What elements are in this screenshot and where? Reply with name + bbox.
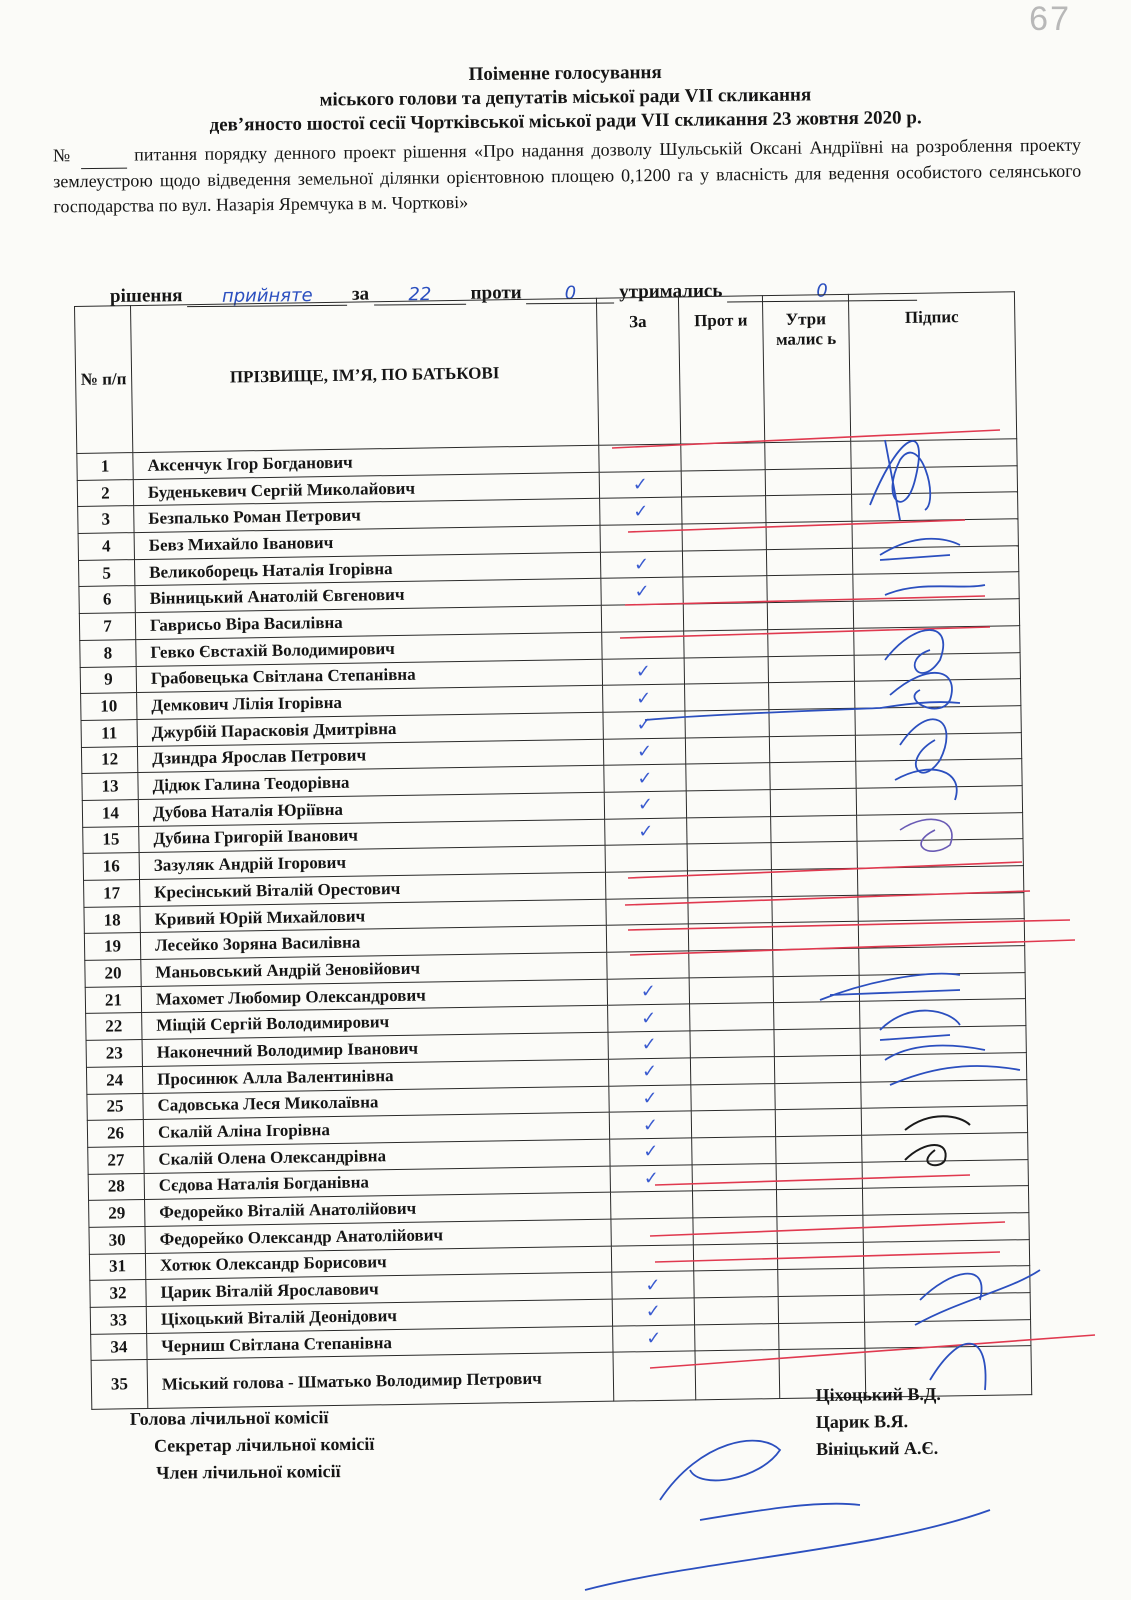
row-number: 10 — [81, 693, 137, 721]
signature-cell — [859, 972, 1025, 1001]
deputy-name: Грабовецька Світлана Степанівна — [136, 659, 602, 693]
deputy-name: Маньовський Андрій Зеновійович — [141, 952, 607, 986]
signature-cell — [860, 1026, 1026, 1055]
vote-against-cell — [689, 950, 773, 978]
deputy-name: Гевко Євстахій Володимирович — [136, 632, 602, 666]
vote-abstain-cell — [778, 1269, 864, 1297]
row-number: 1 — [77, 453, 133, 481]
signature-cell — [856, 786, 1022, 815]
vote-for-cell — [611, 1245, 693, 1273]
deputy-name: Махомет Любомир Олександрович — [141, 979, 607, 1013]
vote-for-cell: ✓ — [607, 978, 689, 1006]
row-number: 18 — [84, 906, 140, 934]
row-number: 8 — [80, 639, 136, 667]
vote-against-cell — [683, 603, 767, 631]
row-number: 4 — [78, 533, 134, 561]
deputy-name: Дубина Григорій Іванович — [139, 819, 605, 853]
vote-for-cell: ✓ — [610, 1138, 692, 1166]
decision-label: рішення — [109, 285, 183, 307]
signature-cell — [864, 1266, 1030, 1295]
question-number-blank — [81, 143, 127, 169]
deputy-name: Ціхоцький Віталій Деонідович — [146, 1299, 612, 1333]
deputy-name: Лесейко Зоряна Василівна — [140, 926, 606, 960]
row-number: 7 — [79, 613, 135, 641]
vote-against-cell — [693, 1217, 777, 1245]
vote-against-cell — [693, 1243, 777, 1271]
signature-cell — [864, 1293, 1030, 1322]
vote-for-cell: ✓ — [612, 1271, 694, 1299]
footer-signature-2 — [700, 1504, 860, 1520]
signature-cell — [863, 1239, 1029, 1268]
vote-abstain-cell — [778, 1295, 864, 1323]
signature-cell — [854, 652, 1020, 681]
signature-cell — [858, 892, 1024, 921]
deputy-name: Вінницький Анатолій Євгенович — [135, 579, 601, 613]
signature-cell — [857, 839, 1023, 868]
document-subtitle: міського голови та депутатів міської ради VІІ скликання — [319, 84, 812, 111]
vote-against-cell — [690, 1030, 774, 1058]
signature-cell — [858, 919, 1024, 948]
vote-abstain-cell — [768, 655, 854, 683]
name-secretary: Царик В.Я. — [815, 1411, 909, 1432]
vote-abstain-cell — [771, 842, 857, 870]
deputy-name: Безпалько Роман Петрович — [134, 499, 600, 533]
signature-cell — [861, 1079, 1027, 1108]
deputy-name: Скалій Олена Олександрівна — [144, 1139, 610, 1173]
vote-for-cell: ✓ — [603, 684, 685, 712]
signature-cell — [855, 706, 1021, 735]
deputy-name: Великоборець Наталія Ігорівна — [134, 552, 600, 586]
signature-cell — [856, 759, 1022, 788]
row-number: 23 — [86, 1040, 142, 1068]
vote-for-cell — [600, 524, 682, 552]
document-title: Поіменне голосування — [468, 61, 662, 86]
vote-against-cell — [687, 816, 771, 844]
vote-abstain-cell — [767, 575, 853, 603]
vote-abstain-cell — [765, 441, 851, 469]
vote-abstain-cell — [766, 548, 852, 576]
vote-abstain-cell — [766, 521, 852, 549]
footer-signature-3 — [585, 1510, 990, 1590]
vote-for-cell: ✓ — [609, 1084, 691, 1112]
document-header — [40, 57, 1092, 220]
signature-cell — [860, 999, 1026, 1028]
deputy-name: Міщій Сергій Володимирович — [142, 1006, 608, 1040]
deputy-name: Хотюк Олександр Борисович — [145, 1246, 611, 1280]
deputy-name: Просинюк Алла Валентинівна — [142, 1059, 608, 1093]
deputy-name: Наконечний Володимир Іванович — [142, 1032, 608, 1066]
vote-against-cell — [691, 1083, 775, 1111]
deputy-name: Зазуляк Андрій Ігорович — [139, 846, 605, 880]
vote-against-cell — [685, 710, 769, 738]
commission-names — [815, 1381, 941, 1463]
vote-for-cell: ✓ — [602, 657, 684, 685]
row-number: 30 — [89, 1226, 145, 1254]
signature-cell — [851, 439, 1017, 468]
signature-cell — [854, 625, 1020, 654]
vote-for-cell: ✓ — [609, 1111, 691, 1139]
deputy-name: Бевз Михайло Іванович — [134, 525, 600, 559]
vote-abstain-cell — [773, 948, 859, 976]
vote-abstain-cell — [770, 762, 856, 790]
row-number: 5 — [78, 559, 134, 587]
role-secretary: Секретар лічильної комісії — [153, 1433, 375, 1456]
row-number: 11 — [81, 719, 137, 747]
row-number: 29 — [89, 1200, 145, 1228]
vote-abstain-cell — [777, 1242, 863, 1270]
vote-for-cell: ✓ — [599, 471, 681, 499]
vote-against-cell — [682, 549, 766, 577]
signature-cell — [862, 1132, 1028, 1161]
against-label: проти — [470, 282, 522, 304]
vote-against-cell — [695, 1323, 779, 1351]
signature-cell — [859, 946, 1025, 975]
vote-against-cell — [687, 843, 771, 871]
vote-abstain-cell — [774, 1028, 860, 1056]
row-number: 26 — [87, 1120, 143, 1148]
vote-abstain-cell — [776, 1188, 862, 1216]
vote-abstain-cell — [776, 1135, 862, 1163]
row-number: 31 — [89, 1253, 145, 1281]
vote-for-cell: ✓ — [604, 791, 686, 819]
voting-table-wrapper — [74, 291, 1031, 1410]
row-number: 34 — [91, 1333, 147, 1361]
vote-against-cell — [688, 923, 772, 951]
vote-abstain-cell — [776, 1162, 862, 1190]
question-number-prefix: № — [52, 145, 74, 166]
deputy-name: Дідюк Галина Теодорівна — [138, 765, 604, 799]
signature-cell — [857, 866, 1023, 895]
table-header-row — [75, 292, 1017, 454]
row-number: 12 — [81, 746, 137, 774]
vote-abstain-cell — [774, 1055, 860, 1083]
deputy-name: Кресінський Віталій Орестович — [140, 872, 606, 906]
vote-against-cell — [683, 576, 767, 604]
row-number: 32 — [90, 1280, 146, 1308]
vote-for-cell: ✓ — [605, 818, 687, 846]
vote-against-cell — [688, 896, 772, 924]
vote-abstain-cell — [769, 681, 855, 709]
vote-abstain-cell — [767, 601, 853, 629]
deputy-name: Аксенчук Ігор Богданович — [133, 445, 599, 479]
signature-cell — [860, 1052, 1026, 1081]
vote-against-cell — [695, 1350, 780, 1400]
vote-against-cell — [681, 443, 765, 471]
header-abstain: Утри малис ь — [762, 294, 850, 442]
vote-against-cell — [692, 1163, 776, 1191]
deputy-name: Царик Віталій Ярославович — [146, 1272, 612, 1306]
vote-for-cell: ✓ — [610, 1164, 692, 1192]
vote-for-cell — [605, 844, 687, 872]
vote-for-cell — [602, 631, 684, 659]
session-line: дев’яносто шостої сесії Чортківської міської ради VІІ скликання 23 жовтня 2020 р. — [209, 107, 922, 136]
vote-for-cell: ✓ — [603, 738, 685, 766]
vote-for-cell — [601, 604, 683, 632]
signature-cell — [852, 492, 1018, 521]
vote-against-cell — [681, 469, 765, 497]
deputy-name: Кривий Юрій Михайлович — [140, 899, 606, 933]
vote-abstain-cell — [768, 628, 854, 656]
row-number: 14 — [82, 799, 138, 827]
signature-cell — [861, 1106, 1027, 1135]
vote-abstain-cell — [777, 1215, 863, 1243]
deputy-name: Федорейко Віталій Анатолійович — [145, 1192, 611, 1226]
vote-for-cell: ✓ — [600, 497, 682, 525]
vote-for-cell — [610, 1191, 692, 1219]
row-number: 28 — [88, 1173, 144, 1201]
row-number: 35 — [91, 1360, 148, 1410]
vote-against-cell — [694, 1297, 778, 1325]
signature-cell — [852, 519, 1018, 548]
signature-cell — [851, 465, 1017, 494]
vote-for-cell: ✓ — [608, 1004, 690, 1032]
row-number: 6 — [79, 586, 135, 614]
vote-for-cell — [611, 1218, 693, 1246]
row-number: 17 — [84, 880, 140, 908]
deputy-name: Федорейко Олександр Анатолійович — [145, 1219, 611, 1253]
vote-for-cell: ✓ — [608, 1031, 690, 1059]
for-label: за — [351, 283, 370, 305]
row-number: 3 — [78, 506, 134, 534]
vote-abstain-cell — [779, 1322, 865, 1350]
deputy-name: Буденькевич Сергій Миколайович — [133, 472, 599, 506]
signature-cell — [853, 572, 1019, 601]
vote-against-cell — [685, 683, 769, 711]
decision-value: прийняте — [187, 287, 347, 307]
vote-abstain-cell — [773, 975, 859, 1003]
deputy-name: Міський голова - Шматько Володимир Петрович — [147, 1353, 614, 1409]
abstain-label: утримались — [619, 280, 723, 303]
name-head: Ціхоцький В.Д. — [815, 1383, 941, 1405]
vote-for-cell — [605, 871, 687, 899]
against-count: 0 — [526, 284, 614, 304]
vote-abstain-cell — [775, 1082, 861, 1110]
vote-against-cell — [684, 629, 768, 657]
row-number: 16 — [83, 853, 139, 881]
header-signature: Підпис — [848, 292, 1016, 442]
vote-abstain-cell — [766, 495, 852, 523]
row-number: 27 — [88, 1146, 144, 1174]
vote-for-cell — [607, 951, 689, 979]
row-number: 15 — [83, 826, 139, 854]
deputy-name: Дзиндра Ярослав Петрович — [137, 739, 603, 773]
vote-against-cell — [689, 976, 773, 1004]
signature-cell — [862, 1159, 1028, 1188]
vote-abstain-cell — [769, 735, 855, 763]
vote-abstain-cell — [771, 868, 857, 896]
vote-abstain-cell — [769, 708, 855, 736]
vote-for-cell — [606, 898, 688, 926]
deputy-name: Сєдова Наталія Богданівна — [144, 1166, 610, 1200]
vote-for-cell: ✓ — [604, 764, 686, 792]
header-against: Прот и — [678, 296, 764, 444]
row-number: 2 — [77, 479, 133, 507]
deputy-name: Черниш Світлана Степанівна — [147, 1326, 613, 1360]
question-description — [41, 132, 1092, 219]
question-text: питання порядку денного проект рішення «Про надання дозволу Шульській Оксані Андріївні на розроблення проекту землеустрою щодо відведення земельної ділянки орієнтовною площею 0,1200 га у власність для ведення особистого селянського господарства по вул. Назарія Яремчука в м. Чорткові» — [53, 134, 1082, 217]
vote-against-cell — [682, 496, 766, 524]
signature-cell — [855, 732, 1021, 761]
row-number: 20 — [85, 960, 141, 988]
signature-cell — [857, 812, 1023, 841]
signature-cell — [852, 545, 1018, 574]
vote-against-cell — [687, 870, 771, 898]
vote-for-cell: ✓ — [601, 577, 683, 605]
vote-abstain-cell — [771, 815, 857, 843]
page-number: 67 — [1029, 0, 1071, 38]
vote-against-cell — [682, 523, 766, 551]
vote-against-cell — [690, 1003, 774, 1031]
header-name: ПРІЗВИЩЕ, ІМ’Я, ПО БАТЬКОВІ — [131, 298, 599, 452]
vote-abstain-cell — [772, 895, 858, 923]
row-number: 22 — [86, 1013, 142, 1041]
role-member: Член лічильної комісії — [156, 1461, 341, 1483]
vote-against-cell — [685, 736, 769, 764]
deputy-name: Садовська Леся Миколаївна — [143, 1086, 609, 1120]
vote-against-cell — [692, 1190, 776, 1218]
abstain-count: 0 — [727, 282, 917, 303]
deputy-name: Дубова Наталія Юріївна — [138, 792, 604, 826]
vote-against-cell — [691, 1110, 775, 1138]
header-num: № п/п — [75, 306, 133, 454]
vote-for-cell: ✓ — [600, 551, 682, 579]
role-head: Голова лічильної комісії — [129, 1407, 329, 1429]
signature-cell — [854, 679, 1020, 708]
row-number: 21 — [85, 986, 141, 1014]
commission-footer — [129, 1383, 1031, 1487]
deputy-name: Гаврисьо Віра Василівна — [135, 605, 601, 639]
vote-for-cell — [599, 444, 681, 472]
signature-cell — [865, 1319, 1031, 1348]
vote-for-cell: ✓ — [608, 1058, 690, 1086]
vote-for-cell: ✓ — [603, 711, 685, 739]
signature-cell — [853, 599, 1019, 628]
vote-against-cell — [686, 790, 770, 818]
table-body — [77, 439, 1032, 1410]
voting-table — [74, 291, 1032, 1410]
vote-against-cell — [690, 1056, 774, 1084]
deputy-name: Скалій Аліна Ігорівна — [143, 1112, 609, 1146]
vote-for-cell: ✓ — [612, 1298, 694, 1326]
row-number: 19 — [84, 933, 140, 961]
name-member: Вініцький А.Є. — [815, 1437, 939, 1459]
for-count: 22 — [374, 286, 466, 306]
deputy-name: Демкович Лілія Ігорівна — [137, 685, 603, 719]
vote-for-cell — [613, 1351, 696, 1401]
vote-against-cell — [684, 656, 768, 684]
vote-against-cell — [686, 763, 770, 791]
row-number: 24 — [86, 1066, 142, 1094]
vote-abstain-cell — [765, 468, 851, 496]
vote-abstain-cell — [772, 922, 858, 950]
vote-abstain-cell — [775, 1108, 861, 1136]
vote-abstain-cell — [770, 788, 856, 816]
signature-cell — [863, 1213, 1029, 1242]
vote-against-cell — [694, 1270, 778, 1298]
deputy-name: Джурбій Парасковія Дмитрівна — [137, 712, 603, 746]
row-number: 13 — [82, 773, 138, 801]
vote-for-cell — [606, 924, 688, 952]
vote-for-cell: ✓ — [613, 1325, 695, 1353]
vote-abstain-cell — [774, 1002, 860, 1030]
row-number: 33 — [90, 1306, 146, 1334]
row-number: 25 — [87, 1093, 143, 1121]
row-number: 9 — [80, 666, 136, 694]
vote-against-cell — [692, 1136, 776, 1164]
header-for: За — [596, 297, 680, 445]
signature-cell — [862, 1186, 1028, 1215]
